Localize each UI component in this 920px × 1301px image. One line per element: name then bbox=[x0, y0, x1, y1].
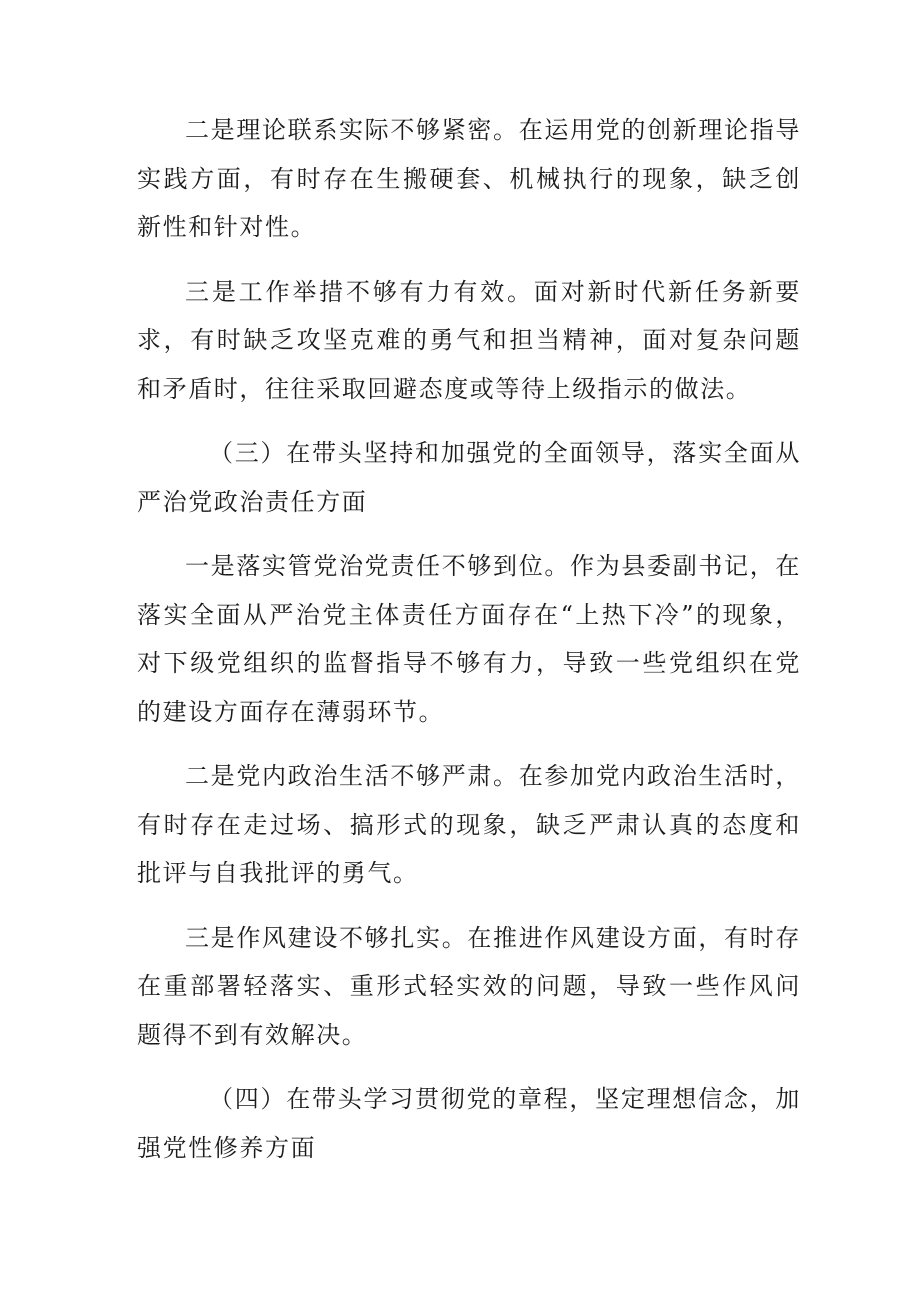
section-heading-4: （四）在带头学习贯彻党的章程，坚定理想信念，加强党性修养方面 bbox=[137, 1085, 801, 1162]
paragraph-political-life: 二是党内政治生活不够严肃。在参加党内政治生活时，有时存在走过场、搞形式的现象，缺乏严肃认真的态度和批评与自我批评的勇气。 bbox=[137, 762, 801, 887]
document-body bbox=[137, 106, 801, 1188]
section-heading-3: （三）在带头坚持和加强党的全面领导，落实全面从严治党政治责任方面 bbox=[137, 439, 801, 516]
paragraph-work-measures: 三是工作举措不够有力有效。面对新时代新任务新要求，有时缺乏攻坚克难的勇气和担当精神，面对复杂问题和矛盾时，往往采取回避态度或等待上级指示的做法。 bbox=[137, 277, 801, 403]
paragraph-party-governance: 一是落实管党治党责任不够到位。作为县委副书记，在落实全面从严治党主体责任方面存在“上热下冷”的现象，对下级党组织的监督指导不够有力，导致一些党组织在党的建设方面存在薄弱环节。 bbox=[137, 552, 801, 726]
paragraph-theory-practice: 二是理论联系实际不够紧密。在运用党的创新理论指导实践方面，有时存在生搬硬套、机械执行的现象，缺乏创新性和针对性。 bbox=[137, 116, 801, 241]
paragraph-work-style: 三是作风建设不够扎实。在推进作风建设方面，有时存在重部署轻落实、重形式轻实效的问题，导致一些作风问题得不到有效解决。 bbox=[137, 923, 801, 1049]
